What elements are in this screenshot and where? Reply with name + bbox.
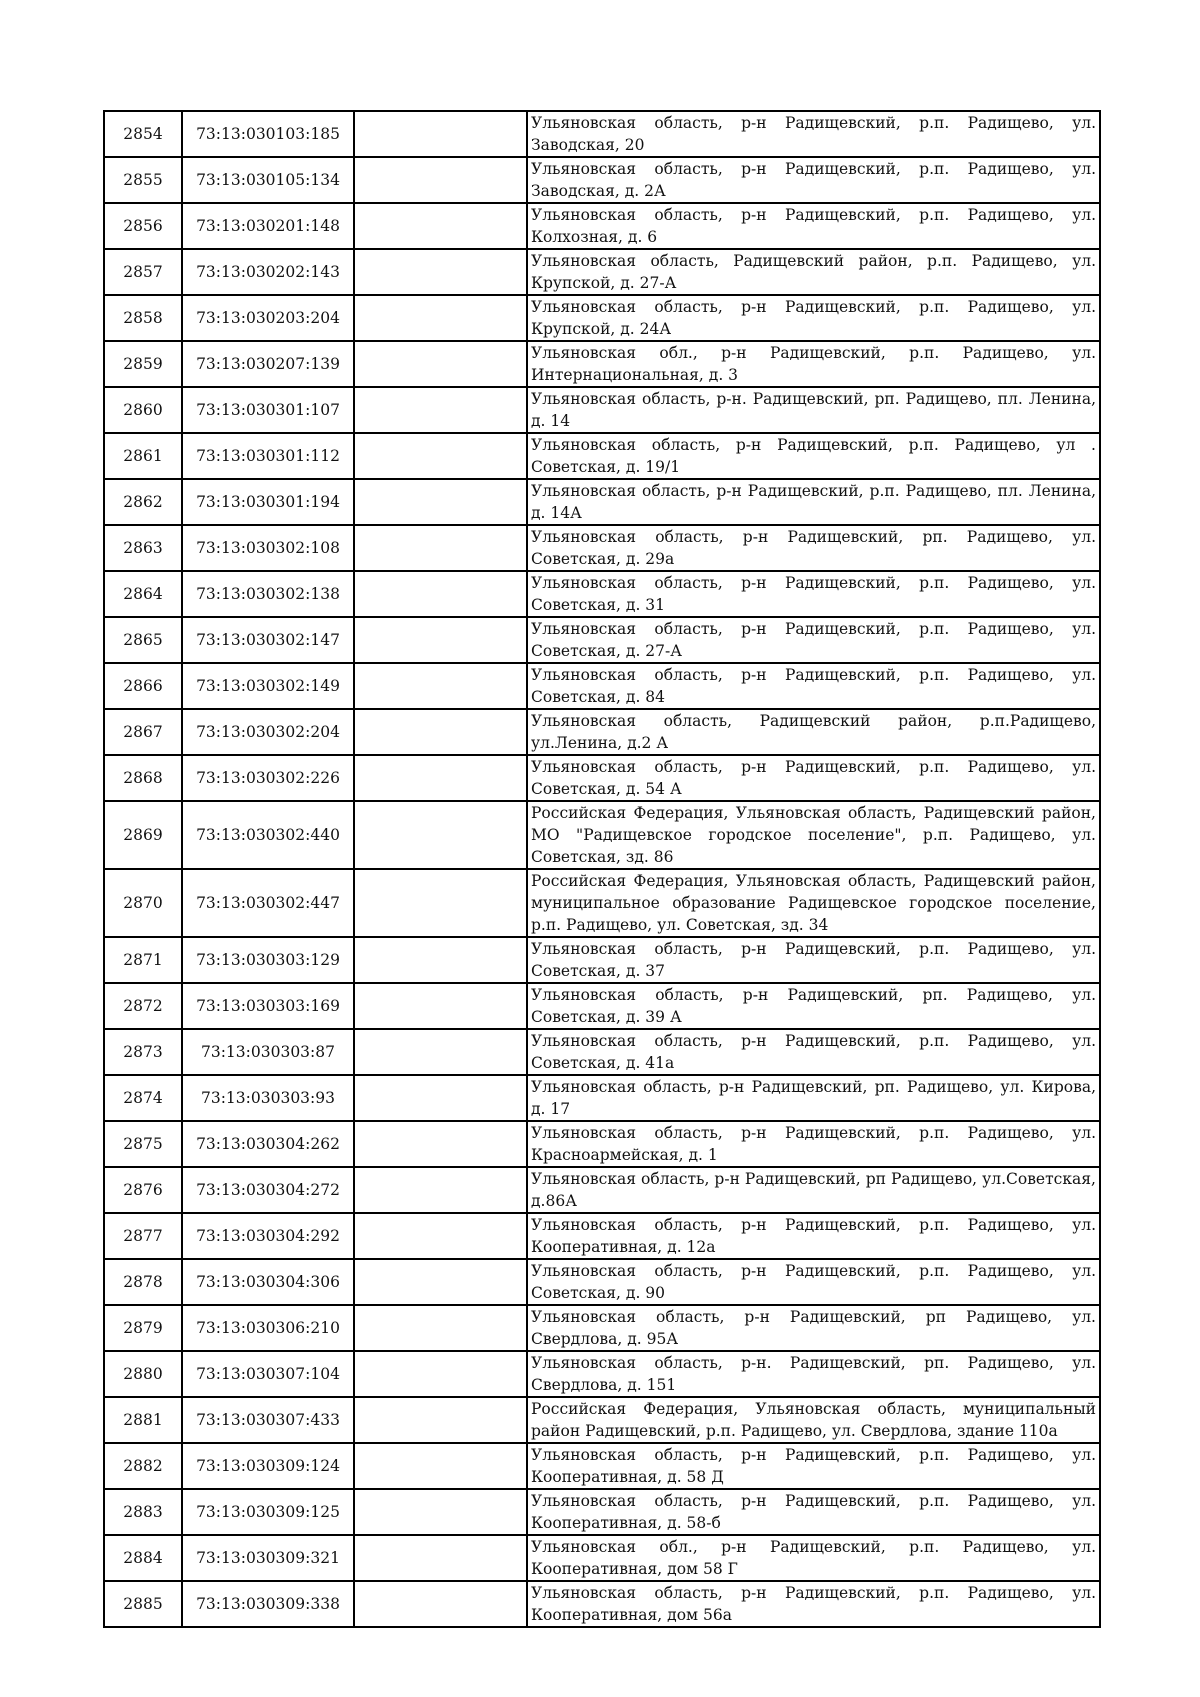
- table-row: [104, 1443, 1100, 1489]
- table-row: [104, 249, 1100, 295]
- address-cell: Ульяновская область, р-н Радищевский, р.п. Радищево, ул. Крупской, д. 24А: [527, 295, 1100, 341]
- cadastral-number-cell: 73:13:030303:87: [182, 1029, 354, 1075]
- cadastral-number-cell: 73:13:030303:169: [182, 983, 354, 1029]
- row-number-cell: 2873: [104, 1029, 182, 1075]
- empty-cell: [354, 571, 527, 617]
- address-cell: Ульяновская область, р-н. Радищевский, рп. Радищево, пл. Ленина, д. 14: [527, 387, 1100, 433]
- table-row: [104, 709, 1100, 755]
- address-cell: Ульяновская область, р-н Радищевский, р.п. Радищево, ул. Советская, д. 54 А: [527, 755, 1100, 801]
- empty-cell: [354, 1443, 527, 1489]
- cadastral-number-cell: 73:13:030105:134: [182, 157, 354, 203]
- row-number-cell: 2864: [104, 571, 182, 617]
- address-cell: Российская Федерация, Ульяновская область, Радищевский район, муниципальное образование Радищевское городское поселение, р.п. Радищево, ул. Советская, зд. 34: [527, 869, 1100, 937]
- empty-cell: [354, 983, 527, 1029]
- table-row: [104, 755, 1100, 801]
- address-cell: Ульяновская область, р-н Радищевский, рп. Радищево, ул. Советская, д. 29а: [527, 525, 1100, 571]
- table-row: [104, 663, 1100, 709]
- empty-cell: [354, 1397, 527, 1443]
- table-row: [104, 203, 1100, 249]
- document-page: [103, 110, 1101, 1628]
- empty-cell: [354, 1029, 527, 1075]
- empty-cell: [354, 203, 527, 249]
- address-cell: Ульяновская область, р-н Радищевский, рп Радищево, ул. Свердлова, д. 95А: [527, 1305, 1100, 1351]
- address-cell: Ульяновская область, р-н Радищевский, рп. Радищево, ул. Кирова, д. 17: [527, 1075, 1100, 1121]
- table-row: [104, 1581, 1100, 1627]
- address-cell: Ульяновская область, р-н Радищевский, р.п. Радищево, ул. Советская, д. 27-А: [527, 617, 1100, 663]
- row-number-cell: 2878: [104, 1259, 182, 1305]
- table-row: [104, 1489, 1100, 1535]
- cadastral-number-cell: 73:13:030302:149: [182, 663, 354, 709]
- cadastral-number-cell: 73:13:030309:125: [182, 1489, 354, 1535]
- address-cell: Ульяновская область, р-н Радищевский, р.п. Радищево, ул. Заводская, д. 2А: [527, 157, 1100, 203]
- empty-cell: [354, 525, 527, 571]
- cadastral-number-cell: 73:13:030307:433: [182, 1397, 354, 1443]
- table-row: [104, 869, 1100, 937]
- empty-cell: [354, 387, 527, 433]
- table-row: [104, 387, 1100, 433]
- table-row: [104, 433, 1100, 479]
- address-cell: Ульяновская область, р-н Радищевский, р.п. Радищево, ул. Колхозная, д. 6: [527, 203, 1100, 249]
- address-cell: Ульяновская обл., р-н Радищевский, р.п. Радищево, ул. Интернациональная, д. 3: [527, 341, 1100, 387]
- row-number-cell: 2875: [104, 1121, 182, 1167]
- empty-cell: [354, 1305, 527, 1351]
- address-cell: Российская Федерация, Ульяновская область, Радищевский район, МО "Радищевское городское поселение", р.п. Радищево, ул. Советская, зд. 86: [527, 801, 1100, 869]
- table-row: [104, 1351, 1100, 1397]
- table-row: [104, 479, 1100, 525]
- row-number-cell: 2868: [104, 755, 182, 801]
- address-cell: Ульяновская область, р-н Радищевский, р.п. Радищево, ул. Кооперативная, д. 58-б: [527, 1489, 1100, 1535]
- table-row: [104, 571, 1100, 617]
- address-cell: Ульяновская область, р-н Радищевский, р.п. Радищево, ул. Кооперативная, д. 12а: [527, 1213, 1100, 1259]
- address-cell: Ульяновская область, р-н Радищевский, р.п. Радищево, ул. Советская, д. 31: [527, 571, 1100, 617]
- row-number-cell: 2877: [104, 1213, 182, 1259]
- address-cell: Ульяновская область, Радищевский район, р.п.Радищево, ул.Ленина, д.2 А: [527, 709, 1100, 755]
- empty-cell: [354, 755, 527, 801]
- table-row: [104, 1397, 1100, 1443]
- cadastral-number-cell: 73:13:030201:148: [182, 203, 354, 249]
- row-number-cell: 2884: [104, 1535, 182, 1581]
- cadastral-number-cell: 73:13:030304:262: [182, 1121, 354, 1167]
- cadastral-number-cell: 73:13:030302:204: [182, 709, 354, 755]
- registry-table: [103, 110, 1101, 1628]
- empty-cell: [354, 709, 527, 755]
- cadastral-number-cell: 73:13:030301:107: [182, 387, 354, 433]
- table-row: [104, 295, 1100, 341]
- cadastral-number-cell: 73:13:030302:226: [182, 755, 354, 801]
- cadastral-number-cell: 73:13:030309:321: [182, 1535, 354, 1581]
- address-cell: Ульяновская область, р-н Радищевский, р.п. Радищево, ул. Советская, д. 84: [527, 663, 1100, 709]
- cadastral-number-cell: 73:13:030203:204: [182, 295, 354, 341]
- empty-cell: [354, 663, 527, 709]
- address-cell: Ульяновская область, р-н Радищевский, рп. Радищево, ул. Советская, д. 39 А: [527, 983, 1100, 1029]
- address-cell: Ульяновская обл., р-н Радищевский, р.п. Радищево, ул. Кооперативная, дом 58 Г: [527, 1535, 1100, 1581]
- table-row: [104, 111, 1100, 157]
- cadastral-number-cell: 73:13:030309:338: [182, 1581, 354, 1627]
- cadastral-number-cell: 73:13:030301:112: [182, 433, 354, 479]
- address-cell: Ульяновская область, р-н Радищевский, р.п. Радищево, ул. Кооперативная, дом 56а: [527, 1581, 1100, 1627]
- empty-cell: [354, 617, 527, 663]
- empty-cell: [354, 937, 527, 983]
- address-cell: Ульяновская область, р-н Радищевский, р.п. Радищево, ул. Советская, д. 37: [527, 937, 1100, 983]
- address-cell: Российская Федерация, Ульяновская область, муниципальный район Радищевский, р.п. Радищево, ул. Свердлова, здание 110а: [527, 1397, 1100, 1443]
- empty-cell: [354, 1259, 527, 1305]
- table-row: [104, 341, 1100, 387]
- row-number-cell: 2881: [104, 1397, 182, 1443]
- cadastral-number-cell: 73:13:030304:272: [182, 1167, 354, 1213]
- address-cell: Ульяновская область, р-н Радищевский, рп Радищево, ул.Советская, д.86А: [527, 1167, 1100, 1213]
- cadastral-number-cell: 73:13:030202:143: [182, 249, 354, 295]
- cadastral-number-cell: 73:13:030302:147: [182, 617, 354, 663]
- row-number-cell: 2861: [104, 433, 182, 479]
- address-cell: Ульяновская область, р-н Радищевский, р.п. Радищево, ул . Советская, д. 19/1: [527, 433, 1100, 479]
- row-number-cell: 2882: [104, 1443, 182, 1489]
- row-number-cell: 2883: [104, 1489, 182, 1535]
- table-row: [104, 525, 1100, 571]
- cadastral-number-cell: 73:13:030303:93: [182, 1075, 354, 1121]
- row-number-cell: 2858: [104, 295, 182, 341]
- table-row: [104, 1167, 1100, 1213]
- cadastral-number-cell: 73:13:030309:124: [182, 1443, 354, 1489]
- empty-cell: [354, 157, 527, 203]
- empty-cell: [354, 1351, 527, 1397]
- cadastral-number-cell: 73:13:030302:108: [182, 525, 354, 571]
- cadastral-number-cell: 73:13:030103:185: [182, 111, 354, 157]
- empty-cell: [354, 869, 527, 937]
- address-cell: Ульяновская область, р-н Радищевский, р.п. Радищево, ул. Кооперативная, д. 58 Д: [527, 1443, 1100, 1489]
- empty-cell: [354, 1167, 527, 1213]
- cadastral-number-cell: 73:13:030302:440: [182, 801, 354, 869]
- address-cell: Ульяновская область, р-н Радищевский, р.п. Радищево, ул. Красноармейская, д. 1: [527, 1121, 1100, 1167]
- empty-cell: [354, 801, 527, 869]
- table-row: [104, 937, 1100, 983]
- row-number-cell: 2879: [104, 1305, 182, 1351]
- row-number-cell: 2880: [104, 1351, 182, 1397]
- registry-table-body: [104, 111, 1100, 1627]
- empty-cell: [354, 1213, 527, 1259]
- row-number-cell: 2885: [104, 1581, 182, 1627]
- row-number-cell: 2869: [104, 801, 182, 869]
- empty-cell: [354, 1535, 527, 1581]
- cadastral-number-cell: 73:13:030307:104: [182, 1351, 354, 1397]
- address-cell: Ульяновская область, р-н. Радищевский, рп. Радищево, ул. Свердлова, д. 151: [527, 1351, 1100, 1397]
- address-cell: Ульяновская область, р-н Радищевский, р.п. Радищево, ул. Заводская, 20: [527, 111, 1100, 157]
- row-number-cell: 2860: [104, 387, 182, 433]
- table-row: [104, 1029, 1100, 1075]
- cadastral-number-cell: 73:13:030303:129: [182, 937, 354, 983]
- row-number-cell: 2870: [104, 869, 182, 937]
- table-row: [104, 1259, 1100, 1305]
- row-number-cell: 2871: [104, 937, 182, 983]
- empty-cell: [354, 341, 527, 387]
- cadastral-number-cell: 73:13:030302:138: [182, 571, 354, 617]
- row-number-cell: 2863: [104, 525, 182, 571]
- cadastral-number-cell: 73:13:030306:210: [182, 1305, 354, 1351]
- address-cell: Ульяновская область, р-н Радищевский, р.п. Радищево, ул. Советская, д. 90: [527, 1259, 1100, 1305]
- cadastral-number-cell: 73:13:030304:306: [182, 1259, 354, 1305]
- empty-cell: [354, 111, 527, 157]
- row-number-cell: 2857: [104, 249, 182, 295]
- table-row: [104, 157, 1100, 203]
- row-number-cell: 2872: [104, 983, 182, 1029]
- empty-cell: [354, 1581, 527, 1627]
- row-number-cell: 2874: [104, 1075, 182, 1121]
- cadastral-number-cell: 73:13:030302:447: [182, 869, 354, 937]
- row-number-cell: 2856: [104, 203, 182, 249]
- cadastral-number-cell: 73:13:030304:292: [182, 1213, 354, 1259]
- row-number-cell: 2855: [104, 157, 182, 203]
- table-row: [104, 617, 1100, 663]
- address-cell: Ульяновская область, р-н Радищевский, р.п. Радищево, пл. Ленина, д. 14А: [527, 479, 1100, 525]
- cadastral-number-cell: 73:13:030301:194: [182, 479, 354, 525]
- table-row: [104, 983, 1100, 1029]
- row-number-cell: 2862: [104, 479, 182, 525]
- row-number-cell: 2867: [104, 709, 182, 755]
- row-number-cell: 2876: [104, 1167, 182, 1213]
- empty-cell: [354, 249, 527, 295]
- table-row: [104, 801, 1100, 869]
- cadastral-number-cell: 73:13:030207:139: [182, 341, 354, 387]
- address-cell: Ульяновская область, Радищевский район, р.п. Радищево, ул. Крупской, д. 27-А: [527, 249, 1100, 295]
- table-row: [104, 1213, 1100, 1259]
- row-number-cell: 2854: [104, 111, 182, 157]
- empty-cell: [354, 433, 527, 479]
- table-row: [104, 1535, 1100, 1581]
- empty-cell: [354, 479, 527, 525]
- empty-cell: [354, 1121, 527, 1167]
- row-number-cell: 2859: [104, 341, 182, 387]
- table-row: [104, 1305, 1100, 1351]
- table-row: [104, 1121, 1100, 1167]
- empty-cell: [354, 1075, 527, 1121]
- empty-cell: [354, 1489, 527, 1535]
- row-number-cell: 2866: [104, 663, 182, 709]
- table-row: [104, 1075, 1100, 1121]
- row-number-cell: 2865: [104, 617, 182, 663]
- address-cell: Ульяновская область, р-н Радищевский, р.п. Радищево, ул. Советская, д. 41а: [527, 1029, 1100, 1075]
- empty-cell: [354, 295, 527, 341]
